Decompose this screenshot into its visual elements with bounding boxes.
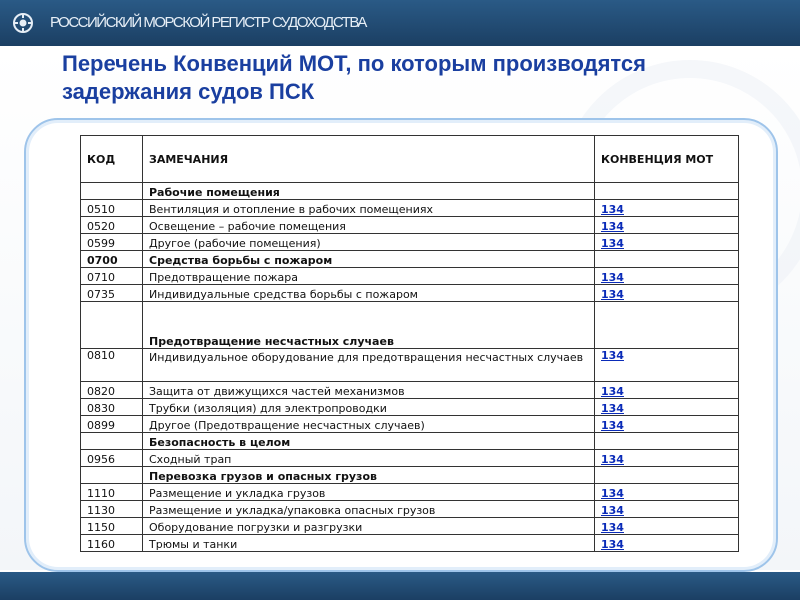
section-title: Предотвращение несчастных случаев — [143, 302, 595, 349]
cell-code: 1110 — [81, 484, 143, 501]
section-title: Рабочие помещения — [143, 183, 595, 200]
cell-convention — [595, 433, 739, 450]
conventions-table — [80, 135, 739, 552]
table-row — [81, 450, 739, 467]
cell-code: 0700 — [81, 251, 143, 268]
cell-remark: Другое (рабочие помещения) — [143, 234, 595, 251]
table-row — [81, 416, 739, 433]
table-row — [81, 399, 739, 416]
cell-remark: Освещение – рабочие помещения — [143, 217, 595, 234]
cell-convention — [595, 183, 739, 200]
footer-bar — [0, 572, 800, 600]
cell-convention — [595, 285, 739, 302]
cell-remark: Другое (Предотвращение несчастных случаев) — [143, 416, 595, 433]
convention-link[interactable]: 134 — [601, 385, 624, 398]
cell-code — [81, 302, 143, 349]
cell-remark: Трубки (изоляция) для электропроводки — [143, 399, 595, 416]
cell-remark: Индивидуальные средства борьбы с пожаром — [143, 285, 595, 302]
cell-convention — [595, 535, 739, 552]
section-title: Средства борьбы с пожаром — [143, 251, 595, 268]
cell-code — [81, 467, 143, 484]
header-bar — [0, 0, 800, 46]
section-title: Безопасность в целом — [143, 433, 595, 450]
organization-name: РОССИЙСКИЙ МОРСКОЙ РЕГИСТР СУДОХОДСТВА — [50, 14, 366, 31]
cell-convention — [595, 382, 739, 399]
cell-convention — [595, 518, 739, 535]
column-header-remarks: ЗАМЕЧАНИЯ — [143, 136, 595, 183]
table-row — [81, 518, 739, 535]
convention-link[interactable]: 134 — [601, 349, 624, 362]
cell-convention — [595, 450, 739, 467]
cell-convention — [595, 217, 739, 234]
cell-code — [81, 433, 143, 450]
convention-link[interactable]: 134 — [601, 453, 624, 466]
cell-code — [81, 183, 143, 200]
column-header-convention: КОНВЕНЦИЯ МОТ — [595, 136, 739, 183]
convention-link[interactable]: 134 — [601, 237, 624, 250]
cell-remark: Защита от движущихся частей механизмов — [143, 382, 595, 399]
cell-code: 0710 — [81, 268, 143, 285]
cell-convention — [595, 501, 739, 518]
convention-link[interactable]: 134 — [601, 271, 624, 284]
cell-code: 1150 — [81, 518, 143, 535]
convention-link[interactable]: 134 — [601, 220, 624, 233]
cell-code: 1130 — [81, 501, 143, 518]
cell-remark: Вентиляция и отопление в рабочих помещениях — [143, 200, 595, 217]
convention-link[interactable]: 134 — [601, 288, 624, 301]
cell-remark: Сходный трап — [143, 450, 595, 467]
cell-code: 0956 — [81, 450, 143, 467]
convention-link[interactable]: 134 — [601, 419, 624, 432]
cell-convention — [595, 200, 739, 217]
table-row — [81, 349, 739, 382]
cell-convention — [595, 251, 739, 268]
cell-code: 0830 — [81, 399, 143, 416]
conventions-table-wrap — [80, 135, 738, 551]
table-row — [81, 535, 739, 552]
table-section-row — [81, 251, 739, 268]
cell-code: 0735 — [81, 285, 143, 302]
convention-link[interactable]: 134 — [601, 402, 624, 415]
table-row — [81, 200, 739, 217]
convention-link[interactable]: 134 — [601, 504, 624, 517]
table-row — [81, 268, 739, 285]
cell-remark: Индивидуальное оборудование для предотвращения несчастных случаев — [143, 349, 595, 382]
convention-link[interactable]: 134 — [601, 203, 624, 216]
cell-convention — [595, 467, 739, 484]
cell-code: 0510 — [81, 200, 143, 217]
cell-convention — [595, 399, 739, 416]
table-section-row — [81, 433, 739, 450]
cell-remark: Размещение и укладка/упаковка опасных грузов — [143, 501, 595, 518]
cell-remark: Трюмы и танки — [143, 535, 595, 552]
column-header-code: КОД — [81, 136, 143, 183]
cell-code: 1160 — [81, 535, 143, 552]
cell-code: 0810 — [81, 349, 143, 382]
cell-remark: Оборудование погрузки и разгрузки — [143, 518, 595, 535]
table-row — [81, 501, 739, 518]
cell-code: 0599 — [81, 234, 143, 251]
table-row — [81, 484, 739, 501]
slide-title: Перечень Конвенций МОТ, по которым производятся задержания судов ПСК — [62, 51, 646, 104]
table-row — [81, 217, 739, 234]
cell-convention — [595, 484, 739, 501]
convention-link[interactable]: 134 — [601, 538, 624, 551]
cell-remark: Размещение и укладка грузов — [143, 484, 595, 501]
cell-convention — [595, 268, 739, 285]
cell-convention — [595, 416, 739, 433]
table-section-row — [81, 183, 739, 200]
table-section-row — [81, 467, 739, 484]
register-emblem-icon — [12, 12, 34, 34]
table-row — [81, 285, 739, 302]
cell-remark: Предотвращение пожара — [143, 268, 595, 285]
table-header-row — [81, 136, 739, 183]
table-row — [81, 234, 739, 251]
cell-code: 0520 — [81, 217, 143, 234]
cell-code: 0820 — [81, 382, 143, 399]
section-title: Перевозка грузов и опасных грузов — [143, 467, 595, 484]
cell-convention — [595, 234, 739, 251]
convention-link[interactable]: 134 — [601, 487, 624, 500]
table-section-row — [81, 302, 739, 349]
cell-code: 0899 — [81, 416, 143, 433]
cell-convention — [595, 302, 739, 349]
convention-link[interactable]: 134 — [601, 521, 624, 534]
table-row — [81, 382, 739, 399]
cell-convention — [595, 349, 739, 382]
